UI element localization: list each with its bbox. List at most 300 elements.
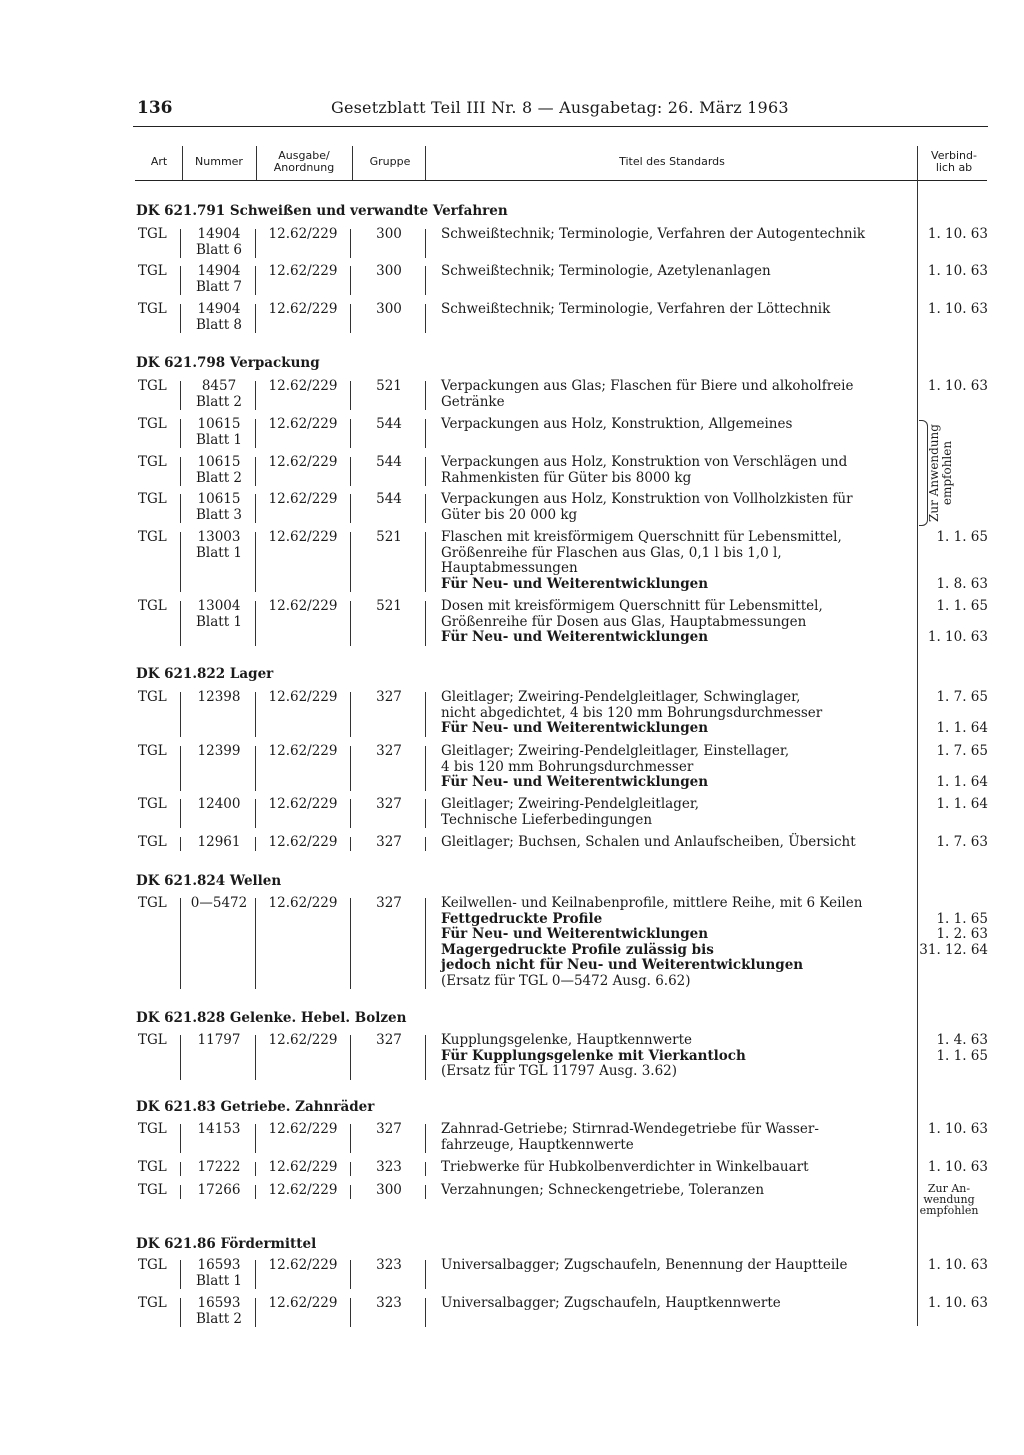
title-line: Güter bis 20 000 kg <box>441 506 578 523</box>
title-cell <box>441 599 911 646</box>
valid-from-line: 1. 1. 65 <box>936 910 988 927</box>
row-divider <box>180 457 181 486</box>
valid-from-line: 1. 10. 63 <box>927 629 988 645</box>
bracket-note <box>927 423 955 523</box>
valid-from-cell <box>910 835 988 851</box>
title-line: Größenreihe für Dosen aus Glas, Hauptabmessungen <box>441 613 807 630</box>
number-cell <box>184 227 254 258</box>
title-line: Für Neu- und Weiterentwicklungen <box>441 629 709 645</box>
issue-cell: 12.62/229 <box>268 1032 338 1048</box>
issue-cell: 12.62/229 <box>268 1295 338 1311</box>
title-line: Schweißtechnik; Terminologie, Verfahren der Löttechnik <box>441 301 831 317</box>
valid-from-line: 1. 10. 63 <box>927 226 988 242</box>
issue-cell: 12.62/229 <box>268 895 338 911</box>
row-divider <box>350 229 351 258</box>
row-divider <box>255 799 256 828</box>
type-cell: TGL <box>138 491 167 507</box>
row-divider <box>350 304 351 333</box>
title-cell <box>441 227 911 243</box>
number-line: 8457 <box>201 378 237 394</box>
type-cell: TGL <box>138 1257 167 1273</box>
number-cell <box>184 1033 254 1049</box>
row-divider <box>350 381 351 410</box>
number-line: 14904 <box>197 226 241 242</box>
table-row <box>0 690 1024 737</box>
row-divider <box>425 1124 426 1153</box>
type-cell: TGL <box>138 1295 167 1311</box>
valid-from-line: 1. 1. 65 <box>936 1047 988 1064</box>
row-divider <box>180 1185 181 1199</box>
group-cell: 327 <box>376 895 402 911</box>
title-cell <box>441 1033 911 1080</box>
row-divider <box>255 1162 256 1176</box>
valid-from-line <box>910 706 988 722</box>
number-line: 11797 <box>197 1032 241 1048</box>
row-divider <box>425 692 426 737</box>
col-header-nummer: Nummer <box>195 155 243 168</box>
group-cell: 300 <box>376 301 402 317</box>
table-row <box>0 1296 1024 1327</box>
issue-cell: 12.62/229 <box>268 416 338 432</box>
valid-from-cell <box>910 1258 988 1274</box>
title-line: Zahnrad-Getriebe; Stirnrad-Wendegetriebe für Wasser- <box>441 1121 819 1137</box>
row-divider <box>350 494 351 523</box>
row-divider <box>350 1185 351 1199</box>
title-line: Triebwerke für Hubkolbenverdichter in Winkelbauart <box>441 1159 809 1175</box>
row-divider <box>350 1124 351 1153</box>
title-line: Verpackungen aus Holz, Konstruktion, Allgemeines <box>441 416 793 432</box>
number-line: 12398 <box>197 689 241 705</box>
type-cell: TGL <box>138 263 167 279</box>
page-title: Gesetzblatt Teil III Nr. 8 — Ausgabetag: 26. März 1963 <box>331 98 789 117</box>
row-divider <box>180 532 181 592</box>
row-divider <box>180 381 181 410</box>
row-divider <box>425 1260 426 1289</box>
row-divider <box>425 419 426 448</box>
valid-from-line: 1. 10. 63 <box>927 1121 988 1137</box>
issue-cell: 12.62/229 <box>268 1121 338 1137</box>
section-heading: DK 621.86 Fördermittel <box>136 1236 317 1252</box>
type-cell: TGL <box>138 796 167 812</box>
valid-from-cell <box>910 379 988 395</box>
row-divider <box>425 494 426 523</box>
number-line: 14153 <box>197 1121 241 1137</box>
title-cell <box>441 1183 911 1199</box>
title-line: Universalbagger; Zugschaufeln, Benennung der Hauptteile <box>441 1257 848 1273</box>
row-divider <box>350 457 351 486</box>
row-divider <box>255 692 256 737</box>
table-row <box>0 417 1024 448</box>
number-line: 12399 <box>197 743 241 759</box>
table-row <box>0 492 1024 523</box>
number-cell <box>184 896 254 912</box>
number-line: Blatt 1 <box>195 431 243 448</box>
table-row <box>0 896 1024 989</box>
row-divider <box>180 494 181 523</box>
number-line: Blatt 3 <box>195 506 243 523</box>
valid-from-cell <box>910 1183 988 1216</box>
type-cell: TGL <box>138 378 167 394</box>
table-row <box>0 1160 1024 1176</box>
valid-from-cell <box>910 744 988 791</box>
title-cell <box>441 302 911 318</box>
table-row <box>0 379 1024 410</box>
row-divider <box>255 1185 256 1199</box>
number-line: Blatt 1 <box>195 1272 243 1289</box>
valid-from-note: Zur An- <box>927 1182 971 1195</box>
number-cell <box>184 1160 254 1176</box>
title-line: jedoch nicht für Neu- und Weiterentwicklungen <box>441 957 804 973</box>
number-line: Blatt 1 <box>195 544 243 561</box>
column-divider <box>352 146 353 180</box>
row-divider <box>180 1298 181 1327</box>
row-divider <box>255 304 256 333</box>
row-divider <box>425 532 426 592</box>
title-line: Rahmenkisten für Güter bis 8000 kg <box>441 469 692 486</box>
valid-from-cell <box>910 1122 988 1138</box>
number-line: 0—5472 <box>190 895 248 911</box>
issue-cell: 12.62/229 <box>268 1182 338 1198</box>
table-row <box>0 744 1024 791</box>
row-divider <box>425 229 426 258</box>
row-divider <box>350 1035 351 1080</box>
col-header-gruppe: Gruppe <box>369 155 411 168</box>
row-divider <box>255 1298 256 1327</box>
title-line: Für Kupplungsgelenke mit Vierkantloch <box>441 1047 746 1064</box>
number-line: 10615 <box>197 416 241 432</box>
number-line: 17266 <box>197 1182 241 1198</box>
group-cell: 521 <box>376 378 402 394</box>
valid-from-cell <box>910 599 988 646</box>
group-cell: 323 <box>376 1295 402 1311</box>
issue-cell: 12.62/229 <box>268 301 338 317</box>
table-row <box>0 227 1024 258</box>
table-row <box>0 1033 1024 1080</box>
title-line: 4 bis 120 mm Bohrungsdurchmesser <box>441 758 694 775</box>
number-cell <box>184 455 254 486</box>
row-divider <box>350 1260 351 1289</box>
valid-from-line: 1. 1. 64 <box>936 796 988 812</box>
row-divider <box>180 837 181 851</box>
number-line: Blatt 2 <box>195 469 243 486</box>
issue-cell: 12.62/229 <box>268 454 338 470</box>
table-row <box>0 1258 1024 1289</box>
row-divider <box>180 1124 181 1153</box>
group-cell: 327 <box>376 834 402 850</box>
title-line: Schweißtechnik; Terminologie, Azetylenanlagen <box>441 263 771 279</box>
title-line: Kupplungsgelenke, Hauptkennwerte <box>441 1032 692 1048</box>
table-row <box>0 1182 1024 1217</box>
valid-from-line: 1. 10. 63 <box>927 301 988 317</box>
title-line: Verpackungen aus Glas; Flaschen für Biere und alkoholfreie <box>441 378 854 394</box>
row-divider <box>255 494 256 523</box>
row-divider <box>425 837 426 851</box>
title-line: nicht abgedichtet, 4 bis 120 mm Bohrungsdurchmesser <box>441 704 823 721</box>
valid-from-note: wendung <box>923 1193 975 1206</box>
row-divider <box>180 1035 181 1080</box>
issue-cell: 12.62/229 <box>268 1159 338 1175</box>
number-cell <box>184 530 254 561</box>
title-line: fahrzeuge, Hauptkennwerte <box>441 1136 634 1153</box>
number-line: 13004 <box>197 598 241 614</box>
row-divider <box>425 898 426 989</box>
column-divider <box>182 146 183 180</box>
issue-cell: 12.62/229 <box>268 263 338 279</box>
number-line: 10615 <box>197 454 241 470</box>
number-line: Blatt 2 <box>195 393 243 410</box>
title-line: Verpackungen aus Holz, Konstruktion von Vollholzkisten für <box>441 491 853 507</box>
table-row <box>0 302 1024 333</box>
title-line: Schweißtechnik; Terminologie, Verfahren der Autogentechnik <box>441 226 866 242</box>
type-cell: TGL <box>138 689 167 705</box>
title-line: Gleitlager; Zweiring-Pendelgleitlager, Einstellager, <box>441 743 790 759</box>
number-cell <box>184 797 254 813</box>
row-divider <box>350 532 351 592</box>
row-divider <box>425 1298 426 1327</box>
number-line: 14904 <box>197 263 241 279</box>
row-divider <box>350 837 351 851</box>
column-divider <box>256 146 257 180</box>
row-divider <box>425 799 426 828</box>
type-cell: TGL <box>138 834 167 850</box>
row-divider <box>425 304 426 333</box>
title-line: Getränke <box>441 393 505 410</box>
row-divider <box>425 381 426 410</box>
number-line: Blatt 6 <box>195 241 243 258</box>
valid-from-line: 31. 12. 64 <box>919 941 988 958</box>
number-line: 14904 <box>197 301 241 317</box>
valid-from-line: 1. 2. 63 <box>936 926 988 942</box>
title-line: Gleitlager; Zweiring-Pendelgleitlager, <box>441 796 700 812</box>
col-header-titel: Titel des Standards <box>619 155 725 168</box>
number-line: 12961 <box>197 834 241 850</box>
row-divider <box>255 1260 256 1289</box>
number-line: 10615 <box>197 491 241 507</box>
table-row <box>0 835 1024 851</box>
type-cell: TGL <box>138 416 167 432</box>
number-cell <box>184 264 254 295</box>
title-line: Flaschen mit kreisförmigem Querschnitt für Lebensmittel, <box>441 529 842 545</box>
title-cell <box>441 797 911 828</box>
group-cell: 327 <box>376 1121 402 1137</box>
valid-from-cell <box>910 797 988 813</box>
number-cell <box>184 1183 254 1199</box>
col-header-ausgabe: Ausgabe/ Anordnung <box>273 149 335 174</box>
row-divider <box>350 692 351 737</box>
valid-from-cell <box>910 264 988 280</box>
row-divider <box>255 229 256 258</box>
valid-from-line: 1. 1. 65 <box>936 598 988 614</box>
row-divider <box>180 898 181 989</box>
valid-from-line: 1. 1. 64 <box>936 720 988 736</box>
row-divider <box>425 266 426 295</box>
valid-from-line: 1. 7. 65 <box>936 743 988 759</box>
page-number: 136 <box>137 98 173 118</box>
section-heading: DK 621.822 Lager <box>136 666 274 682</box>
valid-from-line: 1. 1. 65 <box>936 529 988 545</box>
title-cell <box>441 379 911 410</box>
valid-from-line <box>910 760 988 776</box>
number-line: Blatt 8 <box>195 316 243 333</box>
group-cell: 300 <box>376 263 402 279</box>
group-cell: 323 <box>376 1257 402 1273</box>
section-heading: DK 621.798 Verpackung <box>136 355 320 371</box>
title-line: Für Neu- und Weiterentwicklungen <box>441 720 709 736</box>
type-cell: TGL <box>138 1182 167 1198</box>
group-cell: 521 <box>376 529 402 545</box>
row-divider <box>425 1162 426 1176</box>
group-cell: 544 <box>376 454 402 470</box>
row-divider <box>255 532 256 592</box>
group-cell: 300 <box>376 1182 402 1198</box>
row-divider <box>350 1162 351 1176</box>
type-cell: TGL <box>138 301 167 317</box>
row-divider <box>255 1035 256 1080</box>
row-divider <box>255 837 256 851</box>
column-divider <box>425 146 426 180</box>
number-line: 13003 <box>197 529 241 545</box>
number-cell <box>184 417 254 448</box>
valid-from-cell <box>910 690 988 737</box>
row-divider <box>180 266 181 295</box>
issue-cell: 12.62/229 <box>268 796 338 812</box>
row-divider <box>255 1124 256 1153</box>
number-line: 16593 <box>197 1295 241 1311</box>
row-divider <box>425 601 426 646</box>
group-cell: 544 <box>376 416 402 432</box>
title-line: (Ersatz für TGL 11797 Ausg. 3.62) <box>441 1063 678 1079</box>
type-cell: TGL <box>138 743 167 759</box>
group-cell: 544 <box>376 491 402 507</box>
valid-from-line: 1. 7. 63 <box>936 834 988 850</box>
row-divider <box>255 898 256 989</box>
title-cell <box>441 1122 911 1153</box>
row-divider <box>180 229 181 258</box>
title-line: Größenreihe für Flaschen aus Glas, 0,1 l bis 1,0 l, <box>441 544 782 561</box>
section-heading: DK 621.791 Schweißen und verwandte Verfahren <box>136 203 508 219</box>
header-rule <box>135 180 987 181</box>
row-divider <box>255 457 256 486</box>
row-divider <box>180 1162 181 1176</box>
title-cell <box>441 455 911 486</box>
number-cell <box>184 599 254 630</box>
group-cell: 327 <box>376 743 402 759</box>
section-heading: DK 621.83 Getriebe. Zahnräder <box>136 1099 375 1115</box>
title-line: Für Neu- und Weiterentwicklungen <box>441 774 709 790</box>
issue-cell: 12.62/229 <box>268 1257 338 1273</box>
number-cell <box>184 690 254 706</box>
valid-from-cell <box>910 896 988 958</box>
type-cell: TGL <box>138 1032 167 1048</box>
issue-cell: 12.62/229 <box>268 689 338 705</box>
type-cell: TGL <box>138 1121 167 1137</box>
number-cell <box>184 1258 254 1289</box>
issue-cell: 12.62/229 <box>268 743 338 759</box>
valid-from-line: 1. 10. 63 <box>927 1159 988 1175</box>
row-divider <box>255 746 256 791</box>
row-divider <box>180 419 181 448</box>
title-line: Verpackungen aus Holz, Konstruktion von Verschlägen und <box>441 454 848 470</box>
title-line: Magergedruckte Profile zulässig bis <box>441 941 714 958</box>
row-divider <box>255 419 256 448</box>
issue-cell: 12.62/229 <box>268 378 338 394</box>
table-row <box>0 1122 1024 1153</box>
valid-from-line: 1. 10. 63 <box>927 1257 988 1273</box>
table-row <box>0 530 1024 592</box>
table-row <box>0 797 1024 828</box>
title-line: Gleitlager; Zweiring-Pendelgleitlager, Schwinglager, <box>441 689 801 705</box>
title-cell <box>441 530 911 592</box>
valid-from-line: 1. 1. 64 <box>936 774 988 790</box>
title-line: Hauptabmessungen <box>441 560 578 576</box>
title-cell <box>441 1258 911 1274</box>
title-line: (Ersatz für TGL 0—5472 Ausg. 6.62) <box>441 972 691 989</box>
group-cell: 327 <box>376 689 402 705</box>
title-line: Für Neu- und Weiterentwicklungen <box>441 575 709 592</box>
row-divider <box>180 304 181 333</box>
issue-cell: 12.62/229 <box>268 834 338 850</box>
title-line: Dosen mit kreisförmigem Querschnitt für Lebensmittel, <box>441 598 823 614</box>
issue-cell: 12.62/229 <box>268 491 338 507</box>
row-divider <box>350 266 351 295</box>
valid-from-line: 1. 10. 63 <box>927 263 988 279</box>
number-cell <box>184 1296 254 1327</box>
row-divider <box>425 457 426 486</box>
type-cell: TGL <box>138 895 167 911</box>
valid-from-cell <box>910 1033 988 1064</box>
bracket-note-line: Zur Anwendung <box>927 424 941 522</box>
number-cell <box>184 302 254 333</box>
number-line: 17222 <box>197 1159 241 1175</box>
valid-from-note: empfohlen <box>919 1204 979 1217</box>
issue-cell: 12.62/229 <box>268 598 338 614</box>
group-cell: 323 <box>376 1159 402 1175</box>
number-line: Blatt 2 <box>195 1310 243 1327</box>
valid-from-line: 1. 10. 63 <box>927 1295 988 1311</box>
valid-from-cell <box>910 530 988 592</box>
valid-from-cell <box>910 1296 988 1312</box>
group-cell: 300 <box>376 226 402 242</box>
valid-from-line: 1. 4. 63 <box>936 1032 988 1048</box>
table-row <box>0 455 1024 486</box>
type-cell: TGL <box>138 454 167 470</box>
group-cell: 521 <box>376 598 402 614</box>
row-divider <box>425 746 426 791</box>
title-cell <box>441 264 911 280</box>
valid-from-line <box>910 896 988 912</box>
title-line: Keilwellen- und Keilnabenprofile, mittlere Reihe, mit 6 Keilen <box>441 895 863 911</box>
group-cell: 327 <box>376 796 402 812</box>
row-divider <box>350 601 351 646</box>
number-cell <box>184 1122 254 1138</box>
title-cell <box>441 492 911 523</box>
table-row <box>0 599 1024 646</box>
valid-from-cell <box>910 227 988 243</box>
valid-from-line <box>910 546 988 562</box>
number-cell <box>184 835 254 851</box>
row-divider <box>180 692 181 737</box>
title-cell <box>441 744 911 791</box>
row-divider <box>425 1035 426 1080</box>
table-row <box>0 264 1024 295</box>
number-line: 12400 <box>197 796 241 812</box>
title-line: Verzahnungen; Schneckengetriebe, Toleranzen <box>441 1182 765 1198</box>
valid-from-line: 1. 10. 63 <box>927 378 988 394</box>
row-divider <box>180 601 181 646</box>
row-divider <box>255 381 256 410</box>
row-divider <box>350 746 351 791</box>
group-cell: 327 <box>376 1032 402 1048</box>
